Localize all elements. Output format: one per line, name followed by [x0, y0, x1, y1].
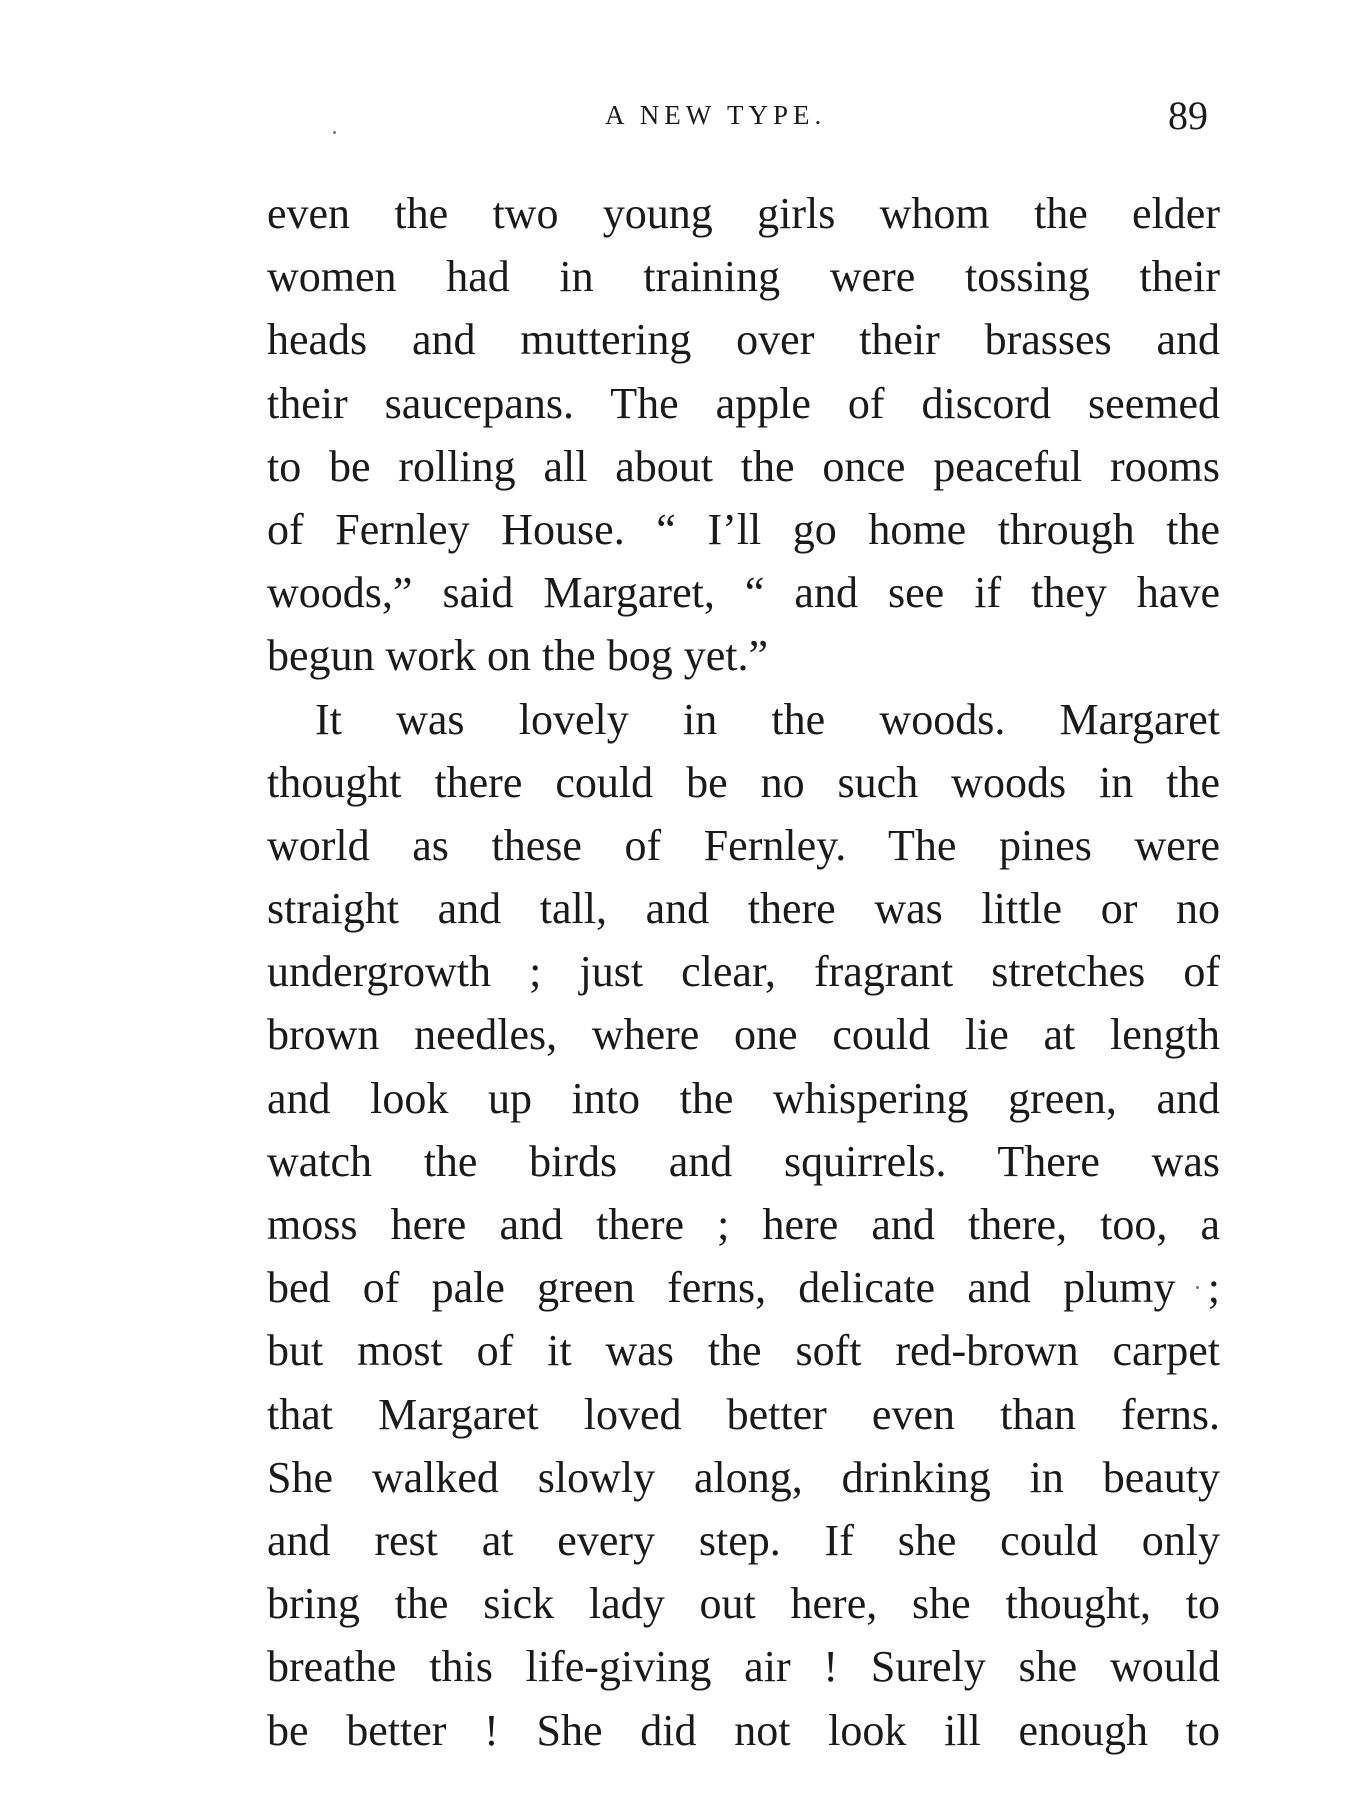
paragraph-last-line: begun work on the bog yet.” [267, 631, 768, 681]
text-line: undergrowth ; just clear, fragrant stretches of [267, 947, 1220, 997]
text-line: and look up into the whispering green, and [267, 1073, 1220, 1123]
text-line: their saucepans. The apple of discord seemed [267, 378, 1220, 428]
text-line: woods,” said Margaret, “ and see if they have [267, 568, 1220, 618]
running-head-title: A NEW TYPE. [605, 100, 827, 130]
text-line: thought there could be no such woods in the [267, 757, 1220, 807]
text-line: world as these of Fernley. The pines were [267, 820, 1220, 870]
running-head [0, 92, 1348, 142]
text-line: that Margaret loved better even than ferns. [267, 1389, 1220, 1439]
text-line: straight and tall, and there was little or no [267, 884, 1220, 934]
text-line: bring the sick lady out here, she thought, to [267, 1579, 1220, 1629]
text-line: watch the birds and squirrels. There was [267, 1136, 1220, 1186]
text-line: heads and muttering over their brasses and [267, 315, 1220, 365]
body-text [267, 182, 1220, 1755]
text-line: bed of pale green ferns, delicate and plumy ; [267, 1263, 1220, 1313]
text-line: and rest at every step. If she could only [267, 1515, 1220, 1565]
text-line: of Fernley House. “ I’ll go home through the [267, 504, 1220, 554]
text-line: breathe this life-giving air ! Surely she would [267, 1642, 1220, 1692]
text-line: be better ! She did not look ill enough to [267, 1705, 1220, 1755]
page-number: 89 [1168, 93, 1208, 138]
text-line: moss here and there ; here and there, too, a [267, 1200, 1220, 1249]
text-line: women had in training were tossing their [267, 252, 1220, 302]
text-line: She walked slowly along, drinking in beauty [267, 1452, 1220, 1502]
print-speck [333, 131, 336, 134]
text-line: but most of it was the soft red-brown carpet [267, 1326, 1220, 1376]
paragraph-first-line: It was lovely in the woods. Margaret [315, 694, 1220, 744]
text-line: even the two young girls whom the elder [267, 189, 1220, 238]
text-line: to be rolling all about the once peaceful rooms [267, 441, 1220, 491]
text-line: brown needles, where one could lie at length [267, 1010, 1220, 1060]
